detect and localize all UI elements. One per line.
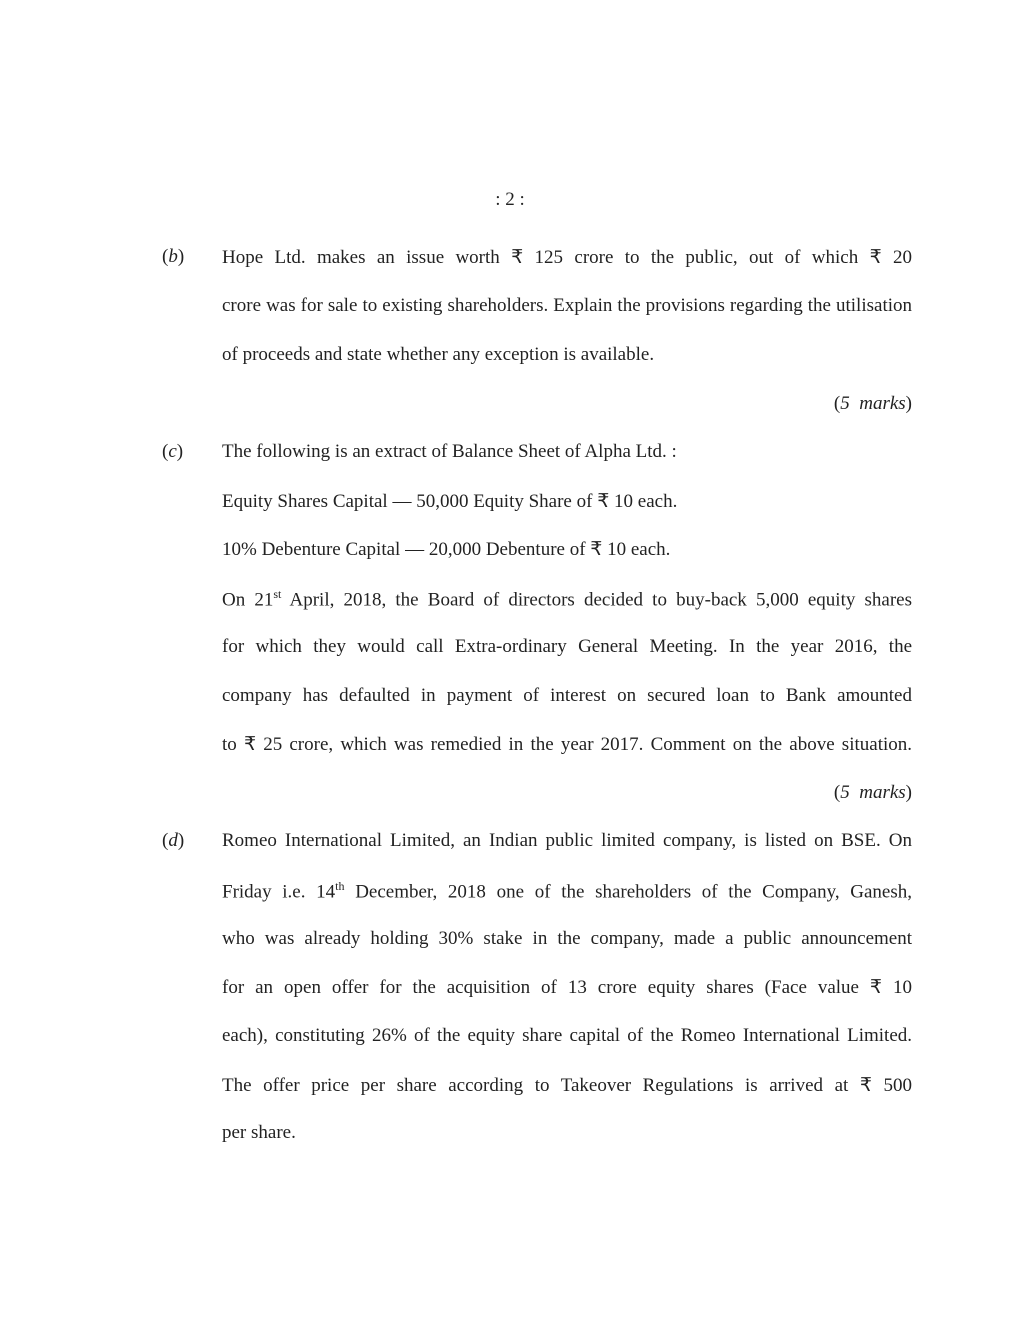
text-line: Equity Shares Capital — 50,000 Equity Share of ₹ 10 each.: [222, 491, 678, 512]
text-line: who was already holding 30% stake in the company, made a public announcement: [222, 928, 912, 949]
marks: (5 marks): [833, 782, 912, 803]
text-line: company has defaulted in payment of interest on secured loan to Bank amounted: [222, 685, 912, 706]
page-number: : 2 :: [495, 189, 525, 210]
text-line: Hope Ltd. makes an issue worth ₹ 125 crore to the public, out of which ₹ 20: [222, 247, 912, 268]
question-b-label: (b): [162, 246, 185, 267]
question-c-label: (c): [162, 441, 184, 462]
text-line: to ₹ 25 crore, which was remedied in the year 2017. Comment on the above situation.: [222, 734, 912, 755]
text-line: The offer price per share according to Takeover Regulations is arrived at ₹ 500: [222, 1075, 912, 1096]
text-line: crore was for sale to existing shareholders. Explain the provisions regarding the utilisation: [222, 295, 912, 316]
text-line: per share.: [222, 1122, 296, 1143]
marks: (5 marks): [833, 393, 912, 414]
question-d-label: (d): [162, 830, 185, 851]
text-line: each), constituting 26% of the equity share capital of the Romeo International Limited.: [222, 1025, 912, 1046]
text-line: 10% Debenture Capital — 20,000 Debenture of ₹ 10 each.: [222, 539, 671, 560]
text-line: On 21st April, 2018, the Board of directors decided to buy-back 5,000 equity shares: [222, 587, 912, 611]
text-line: Romeo International Limited, an Indian public limited company, is listed on BSE. On: [222, 830, 912, 851]
text-line: of proceeds and state whether any exception is available.: [222, 344, 655, 365]
text-line: for an open offer for the acquisition of 13 crore equity shares (Face value ₹ 10: [222, 977, 912, 998]
text-line: for which they would call Extra-ordinary General Meeting. In the year 2016, the: [222, 636, 912, 657]
text-line: The following is an extract of Balance Sheet of Alpha Ltd. :: [222, 441, 677, 462]
text-line: Friday i.e. 14th December, 2018 one of the shareholders of the Company, Ganesh,: [222, 879, 912, 903]
